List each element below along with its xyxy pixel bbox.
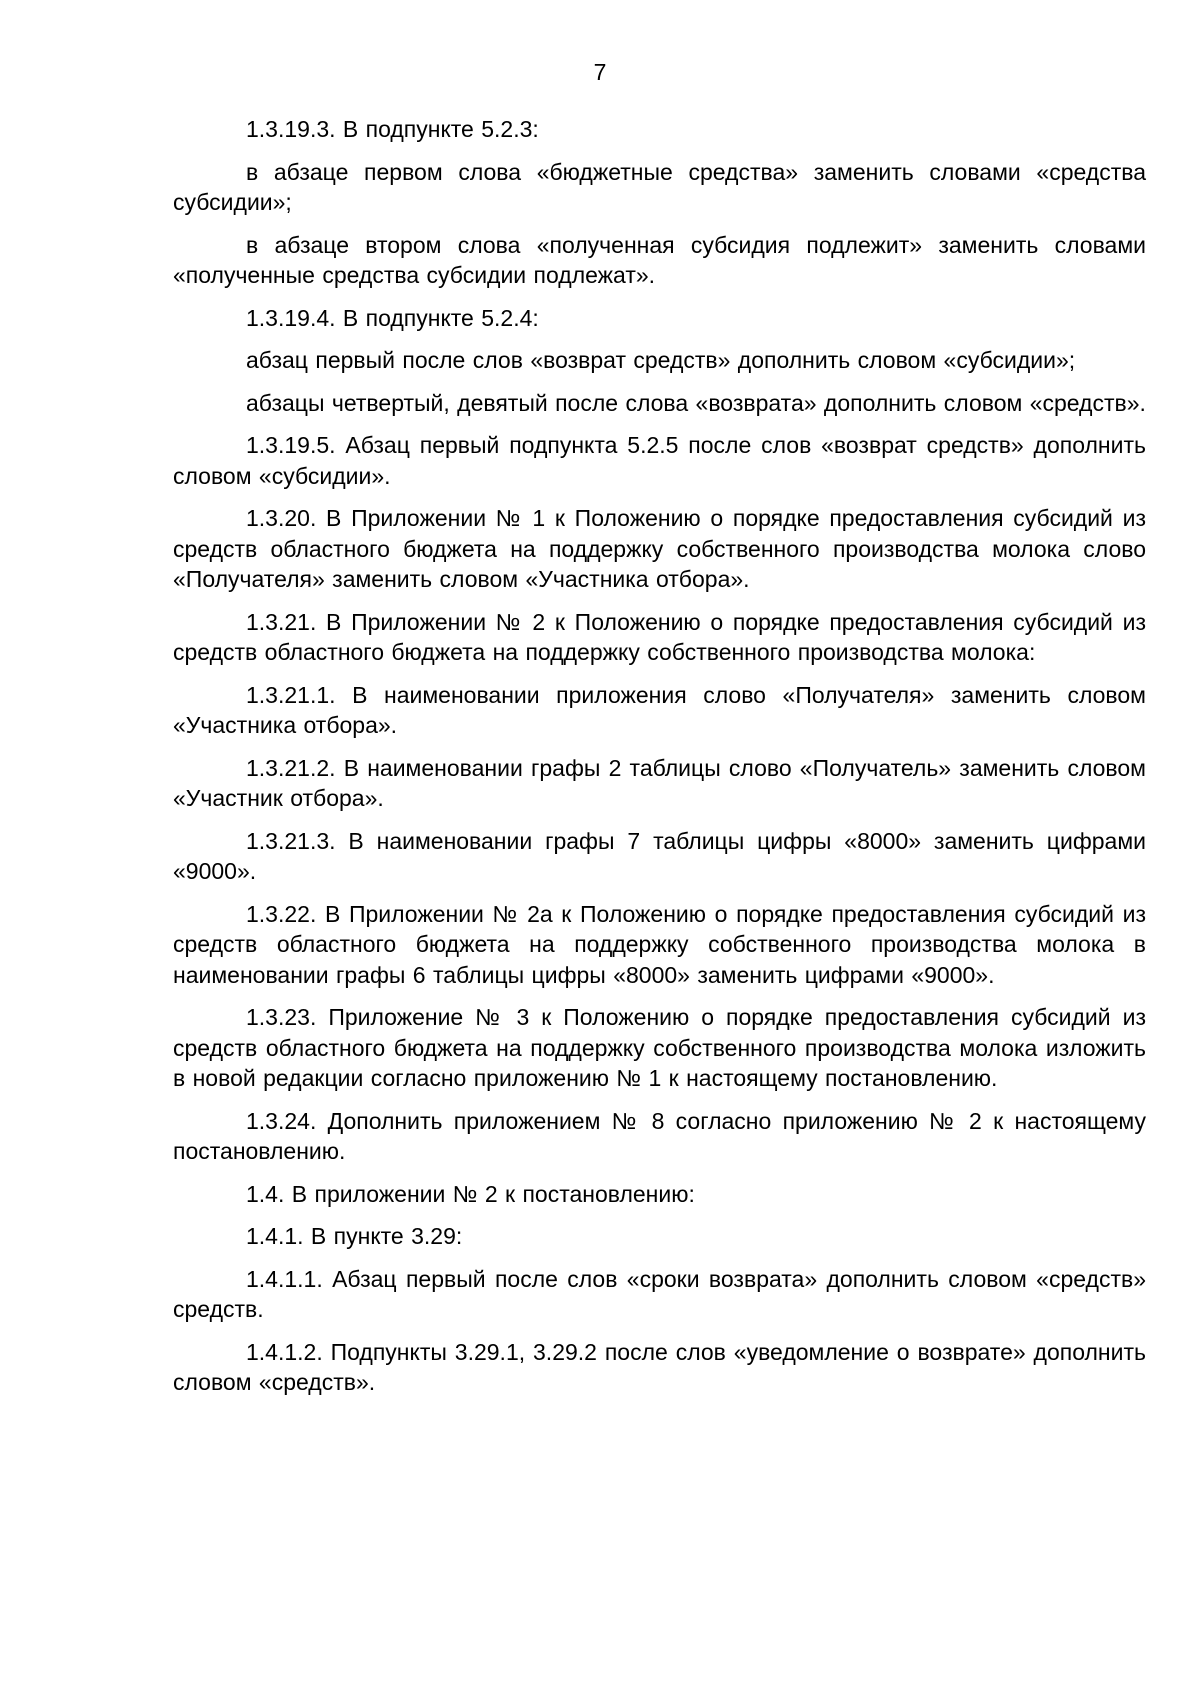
paragraph: 1.4.1.2. Подпункты 3.29.1, 3.29.2 после слов «уведомление о возврате» дополнить словом «средств». bbox=[173, 1338, 1146, 1395]
paragraph: 1.3.19.5. Абзац первый подпункта 5.2.5 после слов «возврат средств» дополнить словом «субсидии». bbox=[173, 432, 1146, 489]
paragraph: 1.3.20. В Приложении № 1 к Положению о порядке предоставления субсидий из средств областного бюджета на поддержку собственного производства молока слово «Получателя» заменить словом «Участника отбора». bbox=[173, 505, 1146, 592]
paragraph: 1.3.19.3. В подпункте 5.2.3: bbox=[246, 116, 539, 142]
paragraph: 1.3.21.2. В наименовании графы 2 таблицы слово «Получатель» заменить словом «Участник отбора». bbox=[173, 754, 1146, 811]
paragraph: 1.3.21. В Приложении № 2 к Положению о порядке предоставления субсидий из средств областного бюджета на поддержку собственного производства молока: bbox=[173, 608, 1146, 665]
paragraph: 1.4.1. В пункте 3.29: bbox=[246, 1223, 463, 1249]
paragraph: абзацы четвертый, девятый после слова «возврата» дополнить словом «средств». bbox=[246, 389, 1146, 416]
paragraph: 1.3.19.4. В подпункте 5.2.4: bbox=[246, 304, 539, 331]
paragraph: 1.3.22. В Приложении № 2а к Положению о порядке предоставления субсидий из средств областного бюджета на поддержку собственного производства молока в наименовании графы 6 таблицы цифры «8000» заменить цифрами «9000». bbox=[173, 900, 1146, 988]
page-number: 7 bbox=[593, 59, 607, 85]
document-body bbox=[173, 114, 1146, 1410]
paragraph: 1.3.21.3. В наименовании графы 7 таблицы цифры «8000» заменить цифрами «9000». bbox=[173, 827, 1146, 884]
paragraph: 1.4.1.1. Абзац первый после слов «сроки возврата» дополнить словом «средств» средств. bbox=[173, 1265, 1146, 1322]
paragraph: в абзаце первом слова «бюджетные средства» заменить словами «средства субсидии»; bbox=[173, 158, 1146, 215]
paragraph: абзац первый после слов «возврат средств» дополнить словом «субсидии»; bbox=[246, 347, 1076, 373]
paragraph: 1.3.23. Приложение № 3 к Положению о порядке предоставления субсидий из средств областного бюджета на поддержку собственного производства молока изложить в новой редакции согласно приложению № 1 к настоящему постановлению. bbox=[173, 1004, 1146, 1091]
paragraph: в абзаце втором слова «полученная субсидия подлежит» заменить словами «полученные средства субсидии подлежат». bbox=[173, 231, 1146, 288]
paragraph: 1.4. В приложении № 2 к постановлению: bbox=[246, 1180, 695, 1207]
paragraph: 1.3.21.1. В наименовании приложения слово «Получателя» заменить словом «Участника отбора». bbox=[173, 681, 1146, 738]
paragraph: 1.3.24. Дополнить приложением № 8 согласно приложению № 2 к настоящему постановлению. bbox=[173, 1107, 1146, 1164]
